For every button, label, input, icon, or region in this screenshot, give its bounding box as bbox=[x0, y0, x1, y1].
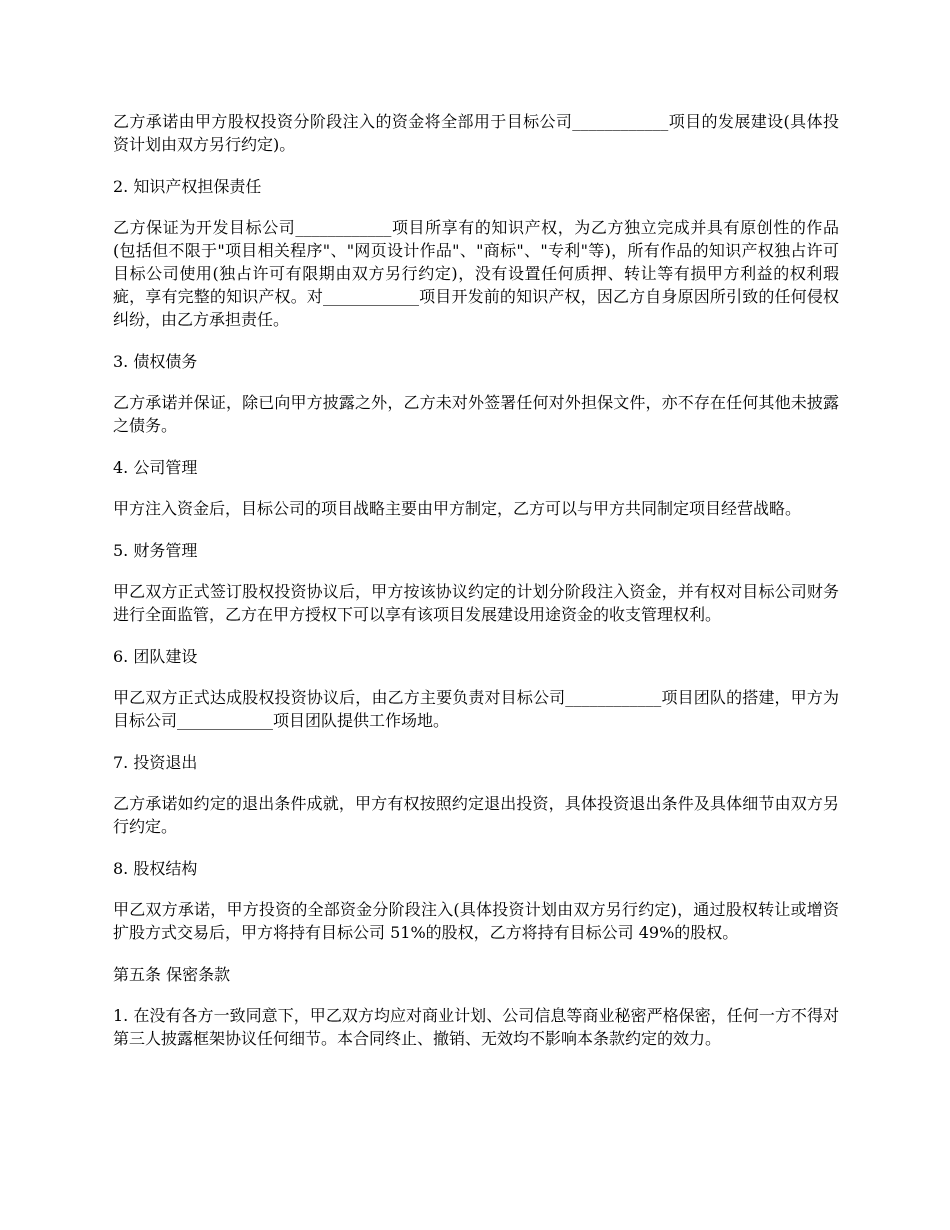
paragraph-financial-management: 甲乙双方正式签订股权投资协议后，甲方按该协议约定的计划分阶段注入资金，并有权对目标公司财务进行全面监管，乙方在甲方授权下可以享有该项目发展建设用途资金的收支管理权利。 bbox=[113, 582, 839, 624]
paragraph-team-building: 甲乙双方正式达成股权投资协议后，由乙方主要负责对目标公司____________项目团队的搭建，甲方为目标公司____________项目团队提供工作场地。 bbox=[113, 688, 839, 730]
document-page bbox=[113, 110, 839, 1069]
heading-ip-guarantee: 2. 知识产权担保责任 bbox=[113, 176, 262, 196]
heading-team-building: 6. 团队建设 bbox=[113, 646, 198, 666]
heading-company-management: 4. 公司管理 bbox=[113, 457, 198, 477]
heading-financial-management: 5. 财务管理 bbox=[113, 540, 198, 560]
paragraph-company-management: 甲方注入资金后，目标公司的项目战略主要由甲方制定，乙方可以与甲方共同制定项目经营战略。 bbox=[113, 499, 802, 518]
heading-investment-exit: 7. 投资退出 bbox=[113, 752, 198, 772]
heading-article-five-confidentiality: 第五条 保密条款 bbox=[113, 964, 231, 984]
paragraph-confidentiality: 1. 在没有各方一致同意下，甲乙双方均应对商业计划、公司信息等商业秘密严格保密，任何一方不得对第三人披露框架协议任何细节。本合同终止、撤销、无效均不影响本条款约定的效力。 bbox=[113, 1006, 839, 1048]
paragraph-debts: 乙方承诺并保证，除已向甲方披露之外，乙方未对外签署任何对外担保文件，亦不存在任何其他未披露之债务。 bbox=[113, 393, 839, 435]
paragraph-investment-exit: 乙方承诺如约定的退出条件成就，甲方有权按照约定退出投资，具体投资退出条件及具体细节由双方另行约定。 bbox=[113, 794, 839, 836]
heading-equity-structure: 8. 股权结构 bbox=[113, 858, 198, 878]
paragraph-equity-structure: 甲乙双方承诺，甲方投资的全部资金分阶段注入(具体投资计划由双方另行约定)，通过股权转让或增资扩股方式交易后，甲方将持有目标公司 51%的股权，乙方将持有目标公司 49%的股权。 bbox=[113, 900, 839, 942]
heading-debts: 3. 债权债务 bbox=[113, 351, 198, 371]
paragraph-investment-use: 乙方承诺由甲方股权投资分阶段注入的资金将全部用于目标公司____________项目的发展建设(具体投资计划由双方另行约定)。 bbox=[113, 112, 839, 154]
paragraph-ip-guarantee: 乙方保证为开发目标公司____________项目所享有的知识产权，为乙方独立完成并具有原创性的作品(包括但不限于"项目相关程序"、"网页设计作品"、"商标"、"专利"等)，所有作品的知识产权独占许可目标公司使用(独占许可有限期由双方另行约定)，没有设置任何质押、转让等有损甲方利益的权利瑕疵，享有完整的知识产权。对____________项目开发前的知识产权，因乙方自身原因所引致的任何侵权纠纷，由乙方承担责任。 bbox=[113, 218, 839, 329]
